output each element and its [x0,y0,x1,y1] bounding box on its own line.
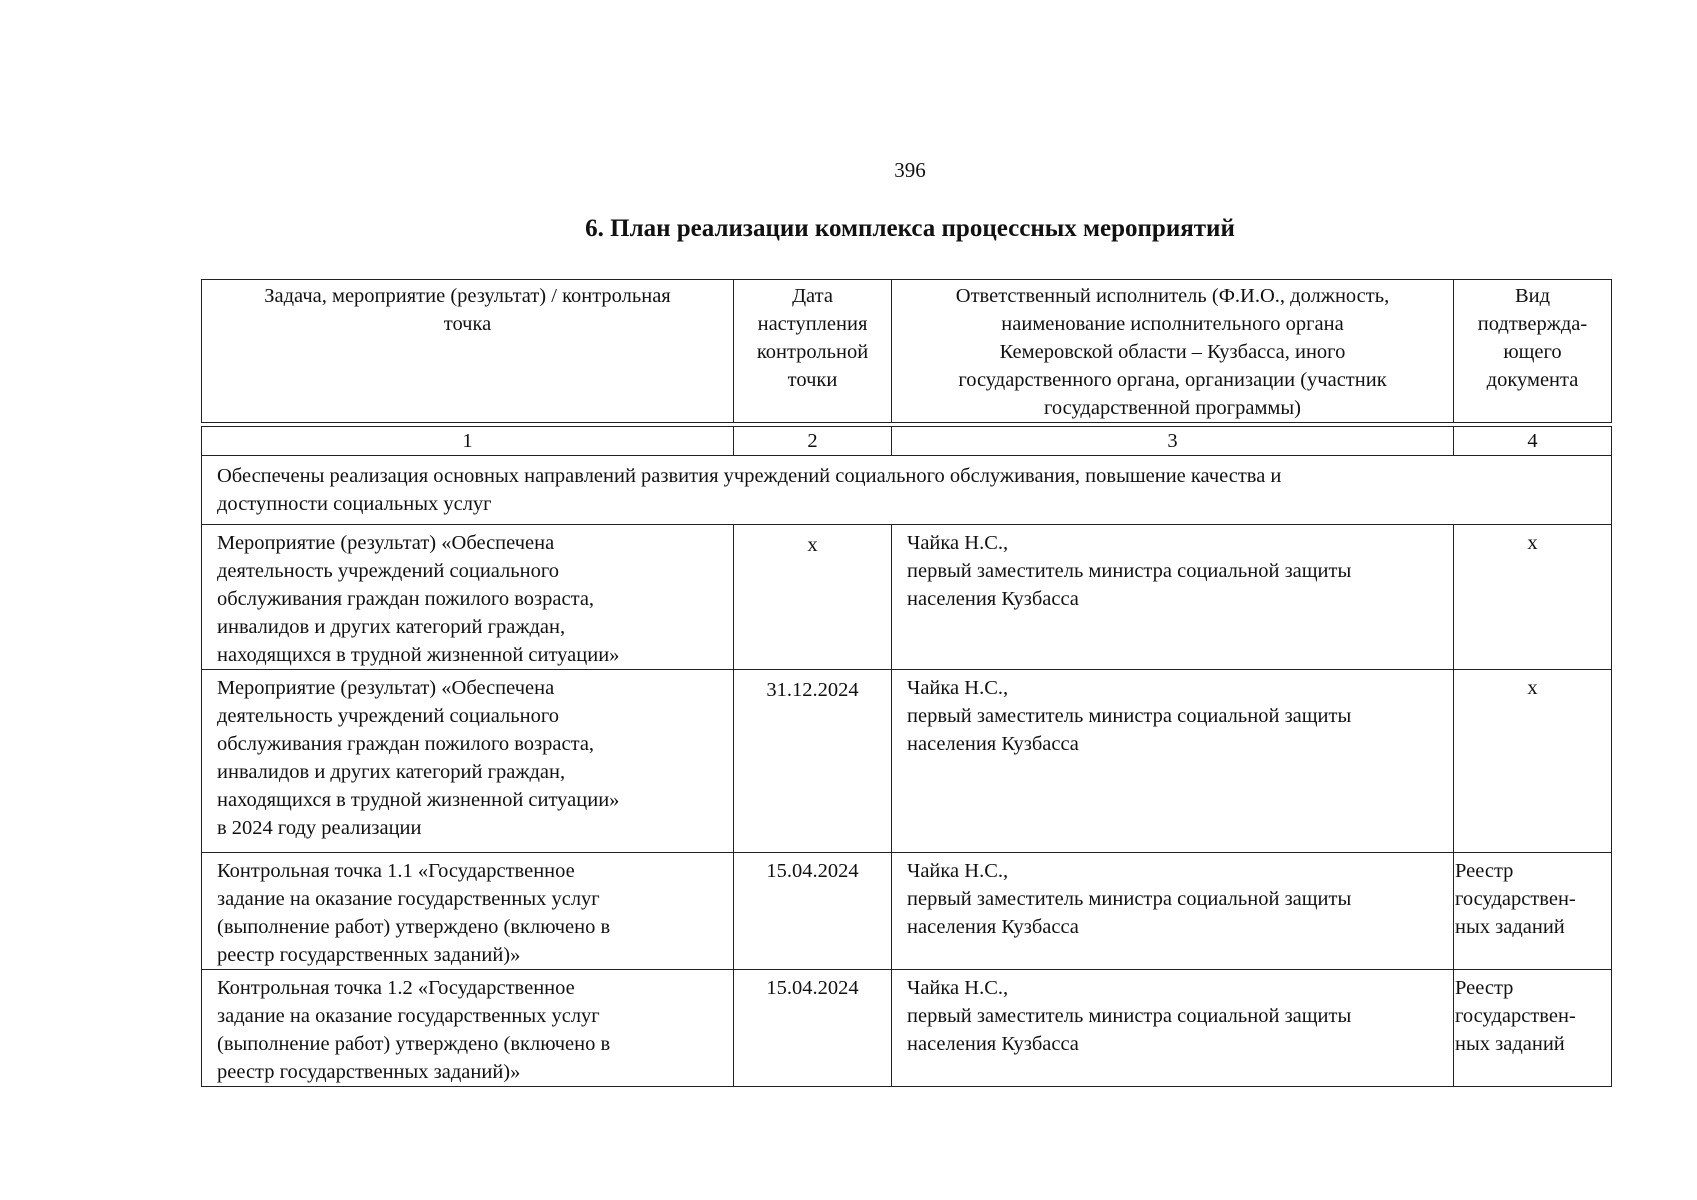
date-cell: х [734,525,892,670]
executor-line: населения Кузбасса [907,1033,1079,1055]
document-cell [1454,970,1612,1087]
item-cell [202,970,734,1087]
column-number: 2 [734,427,892,456]
column-number: 3 [892,427,1454,456]
document-line: государствен- [1455,1005,1576,1027]
executor-line: первый заместитель министра социальной защиты [907,560,1352,582]
executor-line: Чайка Н.С., [907,860,1009,882]
item-line: Мероприятие (результат) «Обеспечена [217,677,555,699]
task-line: доступности социальных услуг [217,493,492,515]
plan-table [201,279,1612,1087]
header-line: государственного органа, организации (участник [958,369,1387,391]
item-line: обслуживания граждан пожилого возраста, [217,588,595,610]
item-line: (выполнение работ) утверждено (включено в [217,916,611,938]
header-executor [892,280,1454,423]
item-cell [202,525,734,670]
item-cell [202,670,734,853]
executor-line: населения Кузбасса [907,916,1079,938]
header-line: Задача, мероприятие (результат) / контрольная [264,285,671,307]
item-line: деятельность учреждений социального [217,705,560,727]
header-line: наименование исполнительного органа [1001,313,1344,335]
item-line: задание на оказание государственных услуг [217,888,600,910]
document-line: Реестр [1455,977,1514,999]
header-document [1454,280,1612,423]
table-row [202,670,1612,853]
column-number: 1 [202,427,734,456]
item-line: Мероприятие (результат) «Обеспечена [217,532,555,554]
item-cell [202,853,734,970]
document-line: х [1527,532,1538,554]
date-cell: 15.04.2024 [734,970,892,1087]
executor-line: Чайка Н.С., [907,977,1009,999]
document-cell [1454,670,1612,853]
item-line: Контрольная точка 1.2 «Государственное [217,977,575,999]
table-row [202,970,1612,1087]
task-cell [202,456,1612,525]
document-line: Реестр [1455,860,1514,882]
executor-line: первый заместитель министра социальной защиты [907,888,1352,910]
item-line: инвалидов и других категорий граждан, [217,616,566,638]
header-line: Дата [792,285,833,307]
plan-table-container [201,279,1611,1087]
executor-line: населения Кузбасса [907,588,1079,610]
header-line: точки [787,369,838,391]
item-line: реестр государственных заданий)» [217,944,521,966]
column-number: 4 [1454,427,1612,456]
executor-cell [892,525,1454,670]
executor-line: Чайка Н.С., [907,532,1009,554]
header-date [734,280,892,423]
document-line: ных заданий [1455,916,1565,938]
executor-line: первый заместитель министра социальной защиты [907,705,1352,727]
task-line: Обеспечены реализация основных направлений развития учреждений социального обслуживания, повышение качества и [217,465,1282,487]
table-row [202,853,1612,970]
section-title: 6. План реализации комплекса процессных мероприятий [585,215,1235,242]
table-header-row [202,280,1612,423]
item-line: инвалидов и других категорий граждан, [217,761,566,783]
executor-line: населения Кузбасса [907,733,1079,755]
item-line: находящихся в трудной жизненной ситуации» [217,644,620,666]
executor-line: первый заместитель министра социальной защиты [907,1005,1352,1027]
column-number-row [202,427,1612,456]
table-row [202,525,1612,670]
document-cell [1454,525,1612,670]
header-line: контрольной [756,341,869,363]
header-line: Кемеровской области – Кузбасса, иного [999,341,1346,363]
date-cell: 15.04.2024 [734,853,892,970]
item-line: находящихся в трудной жизненной ситуации» [217,789,620,811]
executor-cell [892,670,1454,853]
document-cell [1454,853,1612,970]
document-line: государствен- [1455,888,1576,910]
date-cell: 31.12.2024 [734,670,892,853]
header-line: наступления [757,313,868,335]
item-line: деятельность учреждений социального [217,560,560,582]
item-line: реестр государственных заданий)» [217,1061,521,1083]
task-row [202,456,1612,525]
header-line: Ответственный исполнитель (Ф.И.О., должность, [955,285,1390,307]
document-line: ных заданий [1455,1033,1565,1055]
page-number: 396 [894,158,926,182]
header-line: государственной программы) [1043,397,1301,419]
item-line: в 2024 году реализации [217,817,422,839]
item-line: обслуживания граждан пожилого возраста, [217,733,595,755]
header-line: документа [1486,369,1579,391]
header-line: точка [443,313,492,335]
executor-cell [892,970,1454,1087]
executor-line: Чайка Н.С., [907,677,1009,699]
header-line: Вид [1514,285,1551,307]
item-line: Контрольная точка 1.1 «Государственное [217,860,575,882]
document-line: х [1527,677,1538,699]
item-line: задание на оказание государственных услуг [217,1005,600,1027]
item-line: (выполнение работ) утверждено (включено в [217,1033,611,1055]
header-line: подтвержда- [1477,313,1588,335]
header-line: ющего [1503,341,1562,363]
executor-cell [892,853,1454,970]
header-task [202,280,734,423]
